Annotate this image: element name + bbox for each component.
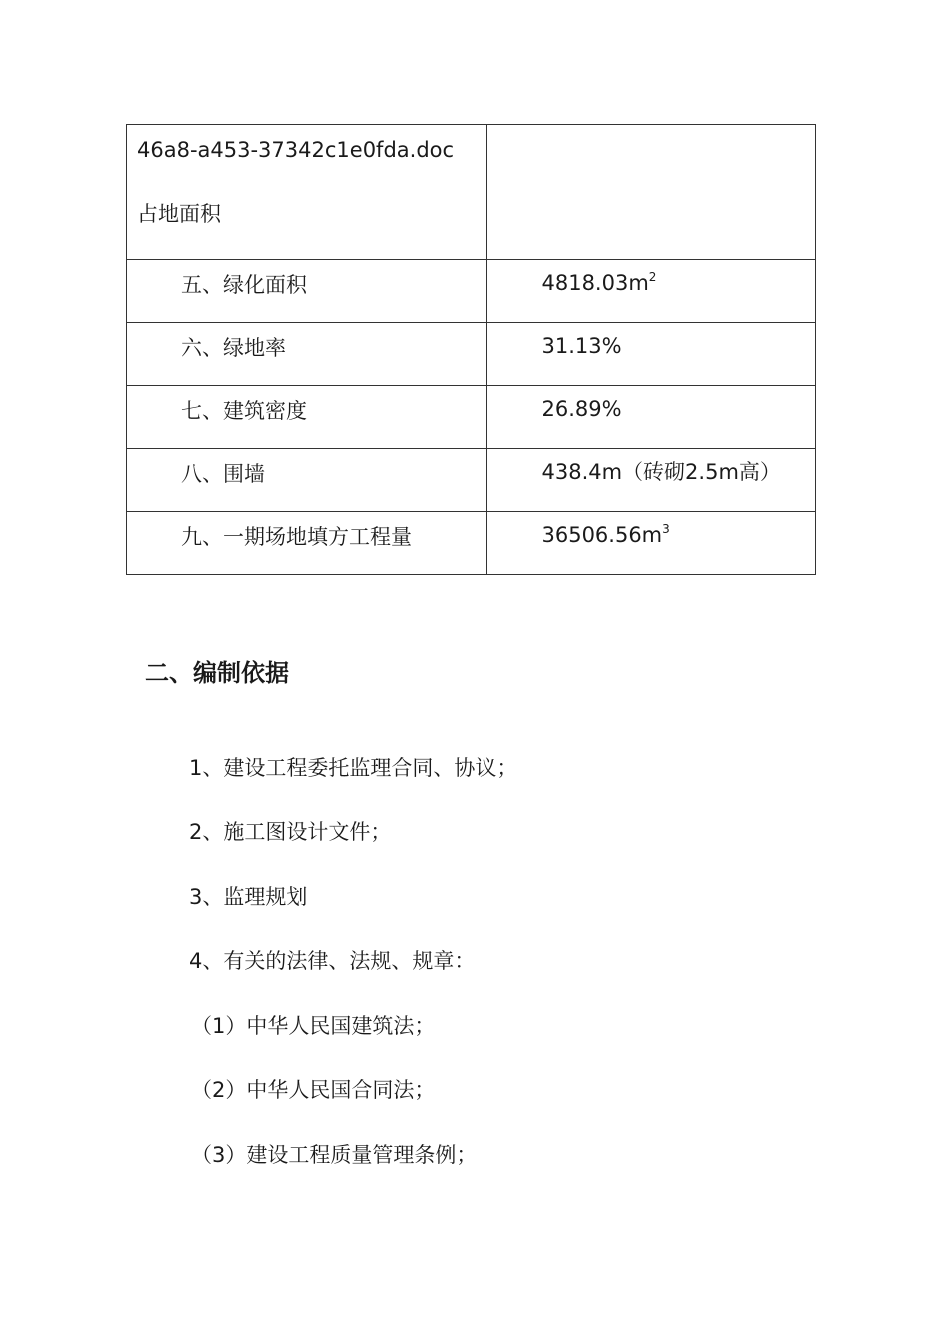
table-row — [127, 125, 816, 260]
list-item: 3、监理规划 — [189, 885, 308, 909]
list-item: 2、施工图设计文件； — [189, 820, 392, 844]
project-data-table — [126, 124, 816, 575]
table-row — [127, 512, 816, 575]
row-value: 438.4m（砖砌2.5m高） — [541, 460, 781, 484]
table-cell — [487, 512, 816, 575]
row-value: $4818.03m^2$ — [541, 270, 657, 295]
table-cell — [127, 323, 487, 386]
table-cell — [487, 386, 816, 449]
table-row — [127, 260, 816, 323]
list-item: （1）中华人民国建筑法； — [191, 1014, 436, 1038]
table-cell — [127, 512, 487, 575]
list-item: （2）中华人民国合同法； — [191, 1078, 436, 1102]
row-label: 八、围墙 — [181, 462, 265, 486]
list-item: （3）建设工程质量管理条例； — [191, 1143, 478, 1167]
list-item: 4、有关的法律、法规、规章： — [189, 949, 476, 973]
list-item: 1、建设工程委托监理合同、协议； — [189, 756, 518, 780]
table-cell — [127, 449, 487, 512]
row-value: 26.89% — [541, 397, 622, 421]
section-heading: 二、编制依据 — [145, 659, 289, 687]
table-cell — [127, 260, 487, 323]
table-cell — [127, 386, 487, 449]
table-cell — [487, 449, 816, 512]
row-value: $36506.56m^3$ — [541, 522, 670, 547]
table-cell — [487, 260, 816, 323]
row-label: 七、建筑密度 — [181, 399, 307, 423]
row-value: 31.13% — [541, 334, 622, 358]
row-label: 五、绿化面积 — [181, 273, 307, 297]
superscript: 3 — [662, 522, 670, 536]
superscript: 2 — [648, 270, 657, 284]
table-cell — [127, 125, 487, 260]
file-name-text: 46a8-a453-37342c1e0fda.doc — [137, 138, 455, 162]
row-label: 九、一期场地填方工程量 — [181, 525, 412, 549]
row-label: 六、绿地率 — [181, 336, 286, 360]
row-label: 占地面积 — [137, 202, 221, 226]
table-row — [127, 323, 816, 386]
table-row — [127, 386, 816, 449]
table-cell — [487, 125, 816, 260]
table-row — [127, 449, 816, 512]
table-cell — [487, 323, 816, 386]
